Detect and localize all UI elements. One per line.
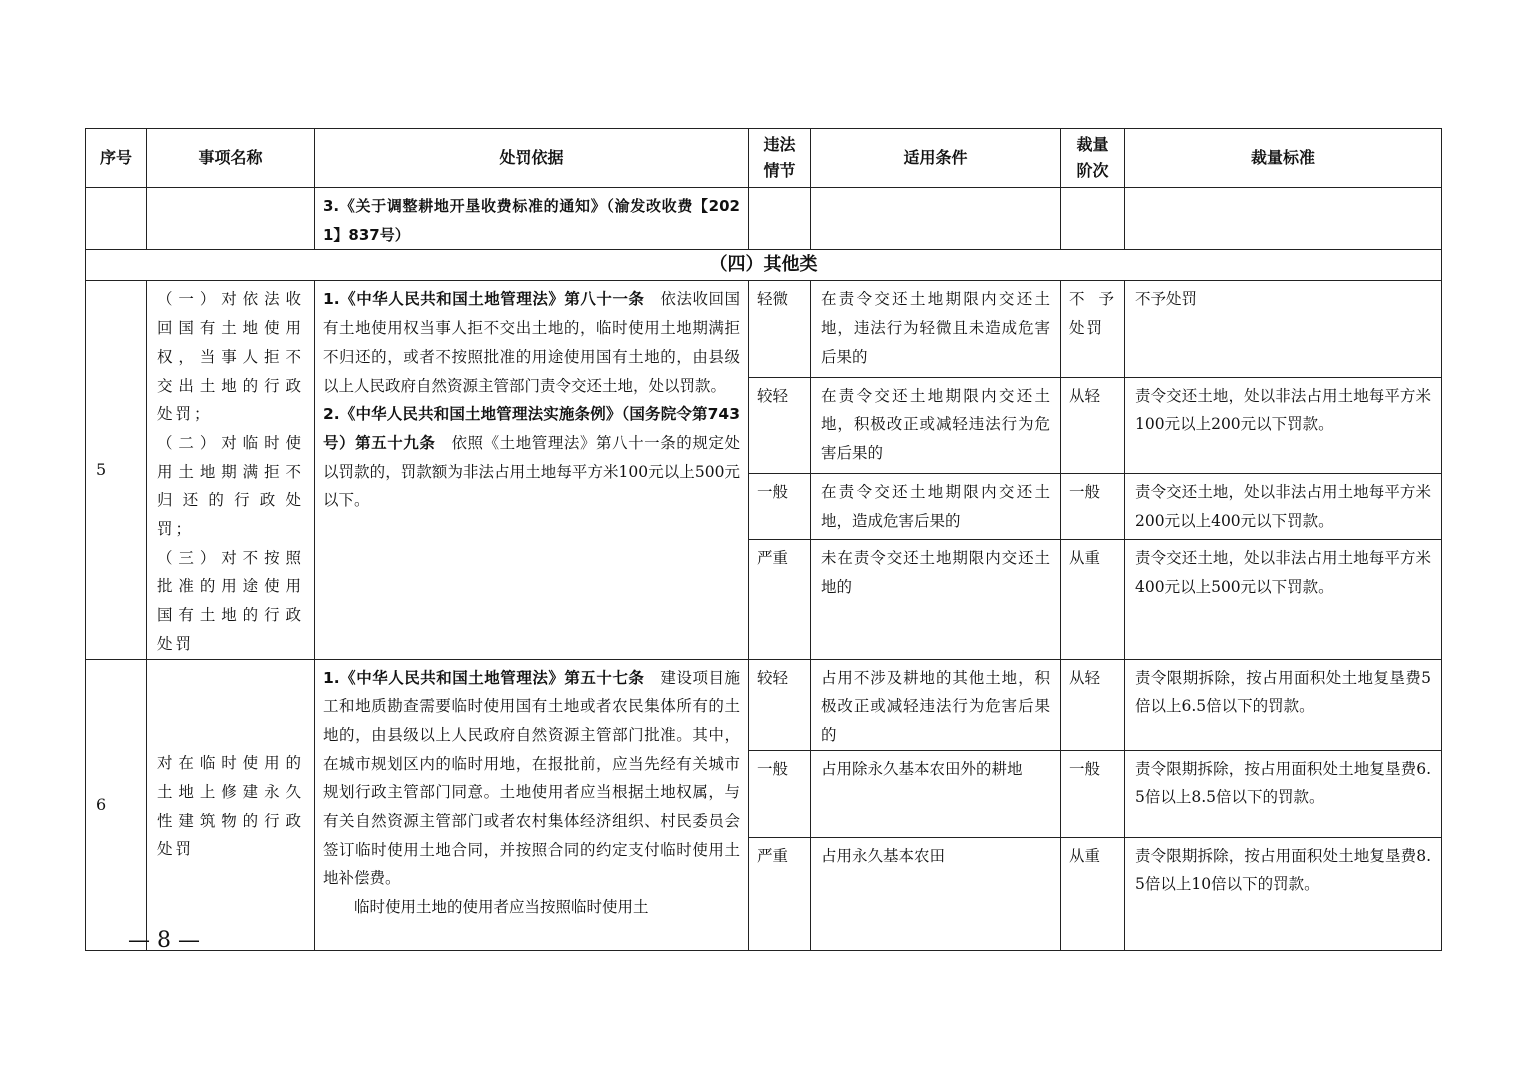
entry-6-basis1-body: 建设项目施工和地质勘查需要临时使用国有土地或者农民集体所有的土地的，由县级以上人民政府自然资源主管部门批准。其中，在城市规划区内的临时用地，在报批前，应当先经有关城市规划行政主管部门同意。土地使用者应当根据土地权属，与有关自然资源主管部门或者农村集体经济组织、村民委员会签订临时使用土地合同，并按照合同的约定支付临时使用土地补偿费。 <box>323 668 740 888</box>
entry-5-basis1-body: 依法收回国有土地使用权当事人拒不交出土地的，临时使用土地期满拒不归还的，或者不按照批准的用途使用国有土地的，由县级以上人民政府自然资源主管部门责令交还土地，处以罚款。 <box>323 290 740 395</box>
header-row <box>86 129 1442 188</box>
carryover-condition <box>811 188 1061 250</box>
entry-5-basis2-head: 2.《中华人民共和国土地管理法实施条例》（国务院令第743号）第五十九条 <box>323 405 740 452</box>
entry-5-row-1-standard: 不予处罚 <box>1125 281 1442 377</box>
entry-5-row-3-condition: 在责令交还土地期限内交还土地，造成危害后果的 <box>811 474 1061 540</box>
entry-6-row-1-standard: 责令限期拆除，按占用面积处土地复垦费5倍以上6.5倍以下的罚款。 <box>1125 659 1442 750</box>
entry-5-row-1-condition: 在责令交还土地期限内交还土地，违法行为轻微且未造成危害后果的 <box>811 281 1061 377</box>
table-row <box>86 659 1442 750</box>
entry-5-basis2-body: 依照《土地管理法》第八十一条的规定处以罚款的，罚款额为非法占用土地每平方米100元以上500元以下。 <box>323 433 740 510</box>
header-condition: 适用条件 <box>811 129 1061 188</box>
entry-5-row-4-circumstance: 严重 <box>749 540 811 660</box>
entry-5-row-2-level: 从轻 <box>1061 377 1125 473</box>
carryover-basis: 3.《关于调整耕地开垦收费标准的通知》（渝发改收费【2021】837号） <box>315 188 749 250</box>
carryover-row <box>86 188 1442 250</box>
entry-5-row-2-condition: 在责令交还土地期限内交还土地，积极改正或减轻违法行为危害后果的 <box>811 377 1061 473</box>
section-title: （四）其他类 <box>86 250 1442 281</box>
entry-5-item: （一）对依法收回国有土地使用权，当事人拒不交出土地的行政处罚； （二）对临时使用土地期满拒不归还的行政处罚； （三）对不按照批准的用途使用国有土地的行政处罚 <box>157 290 304 653</box>
header-no: 序号 <box>86 129 147 188</box>
entry-6-item: 对在临时使用的土地上修建永久性建筑物的行政处罚 <box>157 754 304 859</box>
entry-5-row-4-level: 从重 <box>1061 540 1125 660</box>
entry-6-number: 6 <box>86 659 147 950</box>
entry-6-row-3-level: 从重 <box>1061 837 1125 950</box>
entry-6-row-2-condition: 占用除永久基本农田外的耕地 <box>811 750 1061 837</box>
section-row <box>86 250 1442 281</box>
entry-6-basis <box>315 659 749 950</box>
header-circumstance: 违法 情节 <box>749 129 811 188</box>
entry-5-item-cell <box>147 281 315 659</box>
entry-5-row-1-level: 不予处罚 <box>1061 281 1125 377</box>
entry-5-number: 5 <box>86 281 147 659</box>
entry-6-row-3-circumstance: 严重 <box>749 837 811 950</box>
entry-6-row-2-level: 一般 <box>1061 750 1125 837</box>
entry-5-row-4-standard: 责令交还土地，处以非法占用土地每平方米400元以上500元以下罚款。 <box>1125 540 1442 660</box>
header-item: 事项名称 <box>147 129 315 188</box>
penalty-discretion-table <box>85 128 1442 951</box>
carryover-item <box>147 188 315 250</box>
carryover-circumstance <box>749 188 811 250</box>
entry-6-row-3-condition: 占用永久基本农田 <box>811 837 1061 950</box>
entry-5-row-4-condition: 未在责令交还土地期限内交还土地的 <box>811 540 1061 660</box>
entry-5-row-2-standard: 责令交还土地，处以非法占用土地每平方米100元以上200元以下罚款。 <box>1125 377 1442 473</box>
header-standard: 裁量标准 <box>1125 129 1442 188</box>
entry-6-basis1-body2: 临时使用土地的使用者应当按照临时使用土 <box>354 898 649 917</box>
carryover-standard <box>1125 188 1442 250</box>
entry-6-item-cell <box>147 659 315 950</box>
entry-5-row-3-level: 一般 <box>1061 474 1125 540</box>
entry-5-row-3-circumstance: 一般 <box>749 474 811 540</box>
entry-6-basis1-head: 1.《中华人民共和国土地管理法》第五十七条 <box>323 668 645 687</box>
entry-5-basis <box>315 281 749 659</box>
page-number: — 8 — <box>128 928 200 953</box>
table-row <box>86 281 1442 377</box>
entry-6-row-1-circumstance: 较轻 <box>749 659 811 750</box>
entry-6-row-1-condition: 占用不涉及耕地的其他土地，积极改正或减轻违法行为危害后果的 <box>811 659 1061 750</box>
carryover-level <box>1061 188 1125 250</box>
entry-5-row-1-circumstance: 轻微 <box>749 281 811 377</box>
carryover-no <box>86 188 147 250</box>
entry-6-row-2-standard: 责令限期拆除，按占用面积处土地复垦费6.5倍以上8.5倍以下的罚款。 <box>1125 750 1442 837</box>
entry-6-row-3-standard: 责令限期拆除，按占用面积处土地复垦费8.5倍以上10倍以下的罚款。 <box>1125 837 1442 950</box>
header-basis: 处罚依据 <box>315 129 749 188</box>
entry-5-row-2-circumstance: 较轻 <box>749 377 811 473</box>
header-level: 裁量 阶次 <box>1061 129 1125 188</box>
entry-6-row-2-circumstance: 一般 <box>749 750 811 837</box>
entry-6-row-1-level: 从轻 <box>1061 659 1125 750</box>
entry-5-basis1-head: 1.《中华人民共和国土地管理法》第八十一条 <box>323 290 645 309</box>
entry-5-row-3-standard: 责令交还土地，处以非法占用土地每平方米200元以上400元以下罚款。 <box>1125 474 1442 540</box>
